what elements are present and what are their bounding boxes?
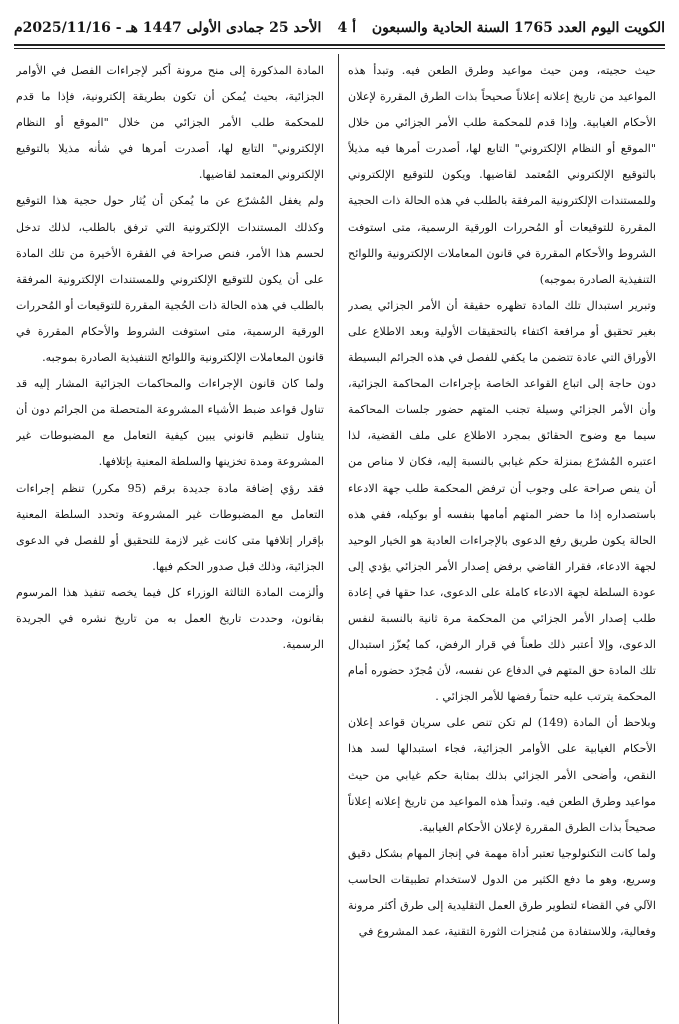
- left-paragraph-4: فقد رؤي إضافة مادة جديدة برقم (95 مكرر) تنظم إجراءات التعامل مع المضبوطات غير المشروعة وتحدد السلطة المعنية بإقرار إتلافها متى كانت غير لازمة للتحقيق أو للفصل في الدعوى الجزائية، وذلك قبل صدور الحكم فيها.: [16, 481, 324, 573]
- page-header: [14, 20, 665, 42]
- right-paragraph-4: ولما كانت التكنولوجيا تعتبر أداة مهمة في إنجاز المهام بشكل دقيق وسريع، وهو ما دفع الكثير من الدول لاستخدام تطبيقات الحاسب الآلي في القضاء لتطوير طرق العمل التقليدية إلى طرق أكثر مرونة وفعالية، وللاستفادة من مُنجزات الثورة التقنية، عمد المشروع في: [348, 846, 656, 939]
- left-paragraph-3: ولما كان قانون الإجراءات والمحاكمات الجزائية المشار إليه قد تناول قواعد ضبط الأشياء المشروعة المتحصلة من الجرائم دون أن يتناول تنظيم قانوني يبين كيفية التعامل مع المضبوطات غير المشروعة ومدة تخزينها والسلطة المعنية بإتلافها.: [16, 377, 324, 469]
- header-page-number: أ 4: [337, 20, 356, 36]
- right-column: [348, 58, 656, 1024]
- header-issue-info: الكويت اليوم العدد 1765 السنة الحادية والسبعون: [371, 20, 665, 36]
- left-column: [16, 58, 324, 698]
- header-date: الأحد 25 جمادى الأولى 1447 هـ - 2025/11/16م: [14, 20, 322, 36]
- right-paragraph-3: وبلاحظ أن المادة (149) لم تكن تنص على سريان قواعد إعلان الأحكام الغيابية على الأوامر الجزائية، فجاء استبدالها لسد هذا النقص، وأضحى الأمر الجزائي بذلك بمثابة حكم غيابي من حيث مواعيد وطرق الطعن فيه. وتبدأ هذه المواعيد من تاريخ إعلانه إعلاناً صحيحاً بذات الطرق المقررة لإعلان الأحكام الغيابية.: [348, 716, 656, 834]
- column-divider: [338, 54, 339, 1024]
- header-rule-thin: [14, 48, 665, 49]
- left-paragraph-5: وألزمت المادة الثالثة الوزراء كل فيما يخصه تنفيذ هذا المرسوم بقانون، وحددت تاريخ العمل به من تاريخ نشره في الجريدة الرسمية.: [16, 585, 324, 652]
- header-rule-thick: [14, 44, 665, 46]
- right-paragraph-1: حيث حجيته، ومن حيث مواعيد وطرق الطعن فيه. وتبدأ هذه المواعيد من تاريخ إعلانه إعلاناً صحيحاً بذات الطرق المقررة لإعلان الأحكام الغيابية. وإذا قدم للمحكمة طلب الأمر الجزائي من خلال "الموقع أو النظام الإلكتروني" التابع لها، أصدرت أمرها فيه مذيلاً بالتوقيع الإلكتروني المُعتمد لقاضيها. ويكون للتوقيع الإلكتروني وللمستندات الإلكترونية المرفقة بالطلب في هذه الحالة ذات الحجية المقررة للتوقيعات أو المُحررات الورقية الرسمية، متى استوفت الشروط والأحكام المقررة في قانون المعاملات الإلكترونية واللوائح التنفيذية الصادرة بموجبه): [348, 64, 656, 286]
- right-paragraph-2: وتبرير استبدال تلك المادة تظهره حقيقة أن الأمر الجزائي يصدر بغير تحقيق أو مرافعة اكتفاء بالتحقيقات الأولية وبعد الاطلاع على الأوراق التي عادة تتضمن ما يكفي للفصل في هذه الجرائم البسيطة دون حاجة إلى اتباع القواعد الخاصة بإجراءات المحاكمة الجزائية، وأن الأمر الجزائي وسيلة تجنب المتهم حضور جلسات المحاكمة سيما مع وضوح الحقائق بمجرد الاطلاع على ملف القضية، لذا اعتبره المُشرّع بمنزلة حكم غيابي بالنسبة إليه، فكان لا مناص من أن ينص صراحة على وجوب أن ترفض المحكمة طلب جهة الادعاء باستصداره إذا ما حضر المتهم أمامها بنفسه أو بوكيله، ففي هذه الحالة يكون طريق رفع الدعوى بالإجراءات العادية هو الخيار الوحيد لجهة الادعاء، فقرار القاضي برفض إصدار الأمر الجزائي يؤدي إلى عودة السلطة لجهة الادعاء كاملة على الدعوى، عدا حقها في إعادة طلب إصدار الأمر الجزائي من المحكمة مرة ثانية بالنسبة لنفس الدعوى، وإلا أعتبر ذلك طعناً في قرار الرفض، كما يُعزّز استبدال تلك المادة حق المتهم في الدفاع عن نفسه، لأن مُجرّد حضوره أمام المحكمة يترتب عليه حتماً رفضها للأمر الجزائي .: [348, 298, 656, 704]
- left-paragraph-1: المادة المذكورة إلى منح مرونة أكبر لإجراءات الفصل في الأوامر الجزائية، بحيث يُمكن أن تكون بطريقة إلكترونية، فإذا ما قدم للمحكمة طلب الأمر الجزائي من خلال "الموقع أو النظام الإلكتروني" التابع لها، أصدرت أمرها في شأنه مذيلا بالتوقيع الإلكتروني المعتمد لقاضيها.: [16, 64, 324, 182]
- left-paragraph-2: ولم يغفل المُشرّع عن ما يُمكن أن يُثار حول حجية هذا التوقيع وكذلك المستندات الإلكترونية التي ترفق بالطلب، لذلك تدخل لحسم هذا الأمر، فنص صراحة في الفقرة الأخيرة من تلك المادة على أن يكون للتوقيع الإلكتروني وللمستندات الإلكترونية المرفقة بالطلب في هذه الحالة ذات الحُجية المقررة للتوقيعات أو المُحررات الورقية الرسمية، متى استوفت الشروط والأحكام المقررة في قانون المعاملات الإلكترونية واللوائح التنفيذية الصادرة بموجبه.: [16, 194, 324, 365]
